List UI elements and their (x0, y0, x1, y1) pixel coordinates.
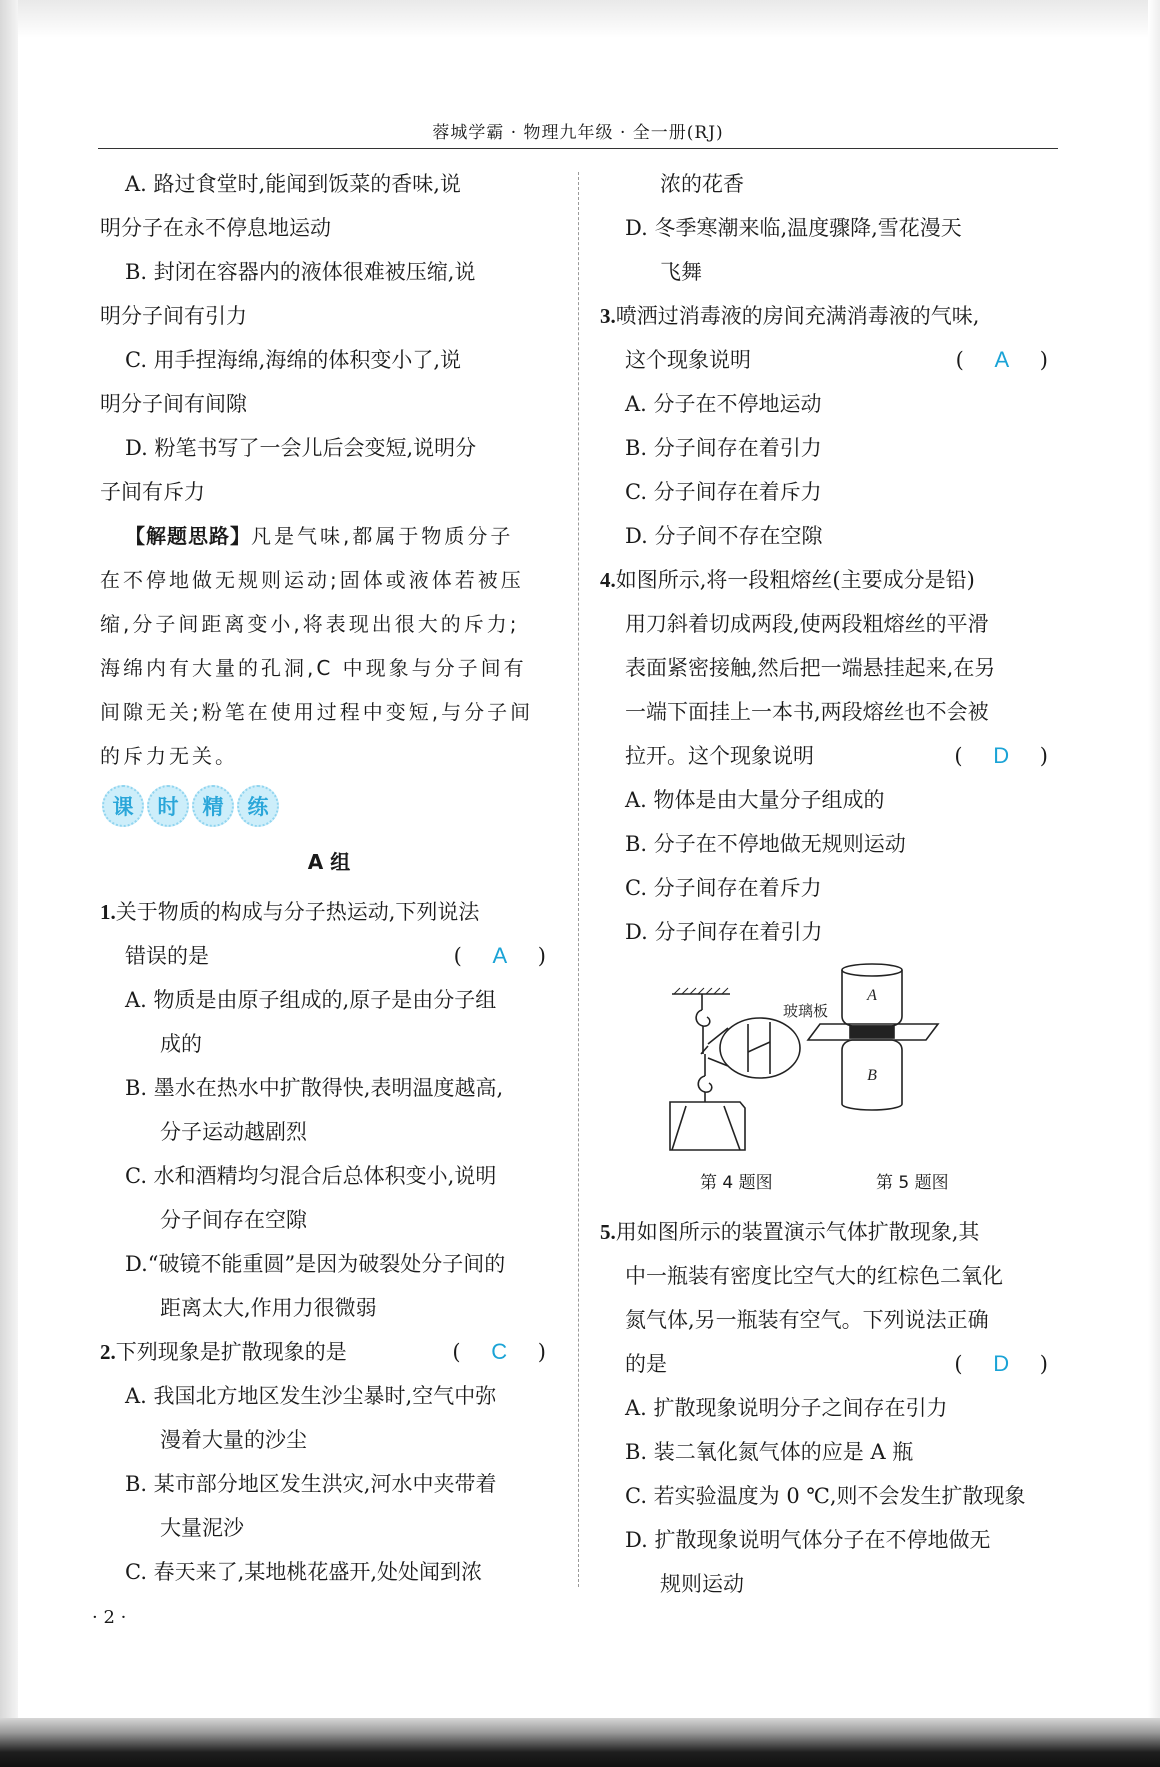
question-number: 2. (100, 1340, 116, 1364)
option-line: C. 春天来了,某地桃花盛开,处处闻到浓 (125, 1560, 483, 1584)
option-line: 分子运动越剧烈 (160, 1120, 307, 1144)
option-line: B. 装二氧化氮气体的应是 A 瓶 (625, 1440, 914, 1464)
question-stem: 中一瓶装有密度比空气大的红棕色二氧化 (625, 1264, 1003, 1288)
solution-tip-line: 在不停地做无规则运动;固体或液体若被压 (100, 568, 524, 592)
option-line: 规则运动 (660, 1572, 744, 1596)
option-line: B. 分子在不停地做无规则运动 (625, 832, 906, 856)
fig5-label-b: B (867, 1067, 877, 1084)
option-line: 漫着大量的沙尘 (160, 1428, 307, 1452)
option-line: A. 扩散现象说明分子之间存在引力 (625, 1396, 948, 1420)
question-stem: 错误的是 ( A ) (100, 934, 558, 978)
right-column (600, 162, 1060, 1606)
question-number: 1. (100, 900, 116, 924)
question-stem: 一端下面挂上一本书,两段熔丝也不会被 (625, 700, 989, 724)
section-banner (100, 778, 558, 834)
running-header: 蓉城学霸 · 物理九年级 · 全一册(RJ) (432, 123, 724, 143)
question-stem: 用刀斜着切成两段,使两段粗熔丝的平滑 (625, 612, 989, 636)
option-line: D. 分子间不存在空隙 (625, 524, 823, 548)
option-line: B. 某市部分地区发生洪灾,河水中夹带着 (125, 1472, 497, 1496)
option-line: B. 分子间存在着引力 (625, 436, 822, 460)
option-line: 明分子间有引力 (100, 304, 247, 328)
header-rule (98, 148, 1058, 149)
page-bottom-edge (0, 1718, 1160, 1767)
group-heading: A 组 (307, 850, 351, 874)
fig5-label-a: A (867, 987, 877, 1004)
option-line: D. 分子间存在着引力 (625, 920, 823, 944)
question-stem: 3.喷洒过消毒液的房间充满消毒液的气味, (600, 304, 980, 328)
option-line: A. 我国北方地区发生沙尘暴时,空气中弥 (125, 1384, 497, 1408)
answer-bracket: ( A ) (453, 943, 558, 968)
question-stem: 的是 ( D ) (600, 1342, 1060, 1386)
solution-tip-line: 缩,分子间距离变小,将表现出很大的斥力; (100, 612, 520, 636)
option-line: B. 墨水在热水中扩散得快,表明温度越高, (125, 1076, 504, 1100)
option-line: 成的 (160, 1032, 202, 1056)
question-stem: 4.如图所示,将一段粗熔丝(主要成分是铅) (600, 568, 975, 592)
solution-tip-line: 海绵内有大量的孔洞,C 中现象与分子间有 (100, 656, 527, 680)
option-line: 明分子在永不停息地运动 (100, 216, 331, 240)
option-line: B. 封闭在容器内的液体很难被压缩,说 (125, 260, 476, 284)
page-number: · 2 · (92, 1607, 127, 1628)
solution-tip-line: 间隙无关;粉笔在使用过程中变短,与分子间 (100, 700, 534, 724)
left-column (100, 162, 558, 1594)
solution-tip-line: 【解题思路】凡是气味,都属于物质分子 (125, 524, 514, 548)
option-line: 飞舞 (660, 260, 702, 284)
page-right-edge (1148, 0, 1160, 1767)
option-line: C. 分子间存在着斥力 (625, 876, 822, 900)
banner-char: 时 (147, 785, 189, 827)
answer-letter: C (491, 1339, 520, 1364)
option-line: 分子间存在空隙 (160, 1208, 307, 1232)
page-top-shadow (0, 0, 1160, 38)
option-line: 浓的花香 (660, 172, 744, 196)
option-line: A. 物体是由大量分子组成的 (625, 788, 885, 812)
question-stem: 5.用如图所示的装置演示气体扩散现象,其 (600, 1220, 980, 1244)
figure-4-caption: 第 4 题图 (700, 1173, 773, 1193)
answer-letter: A (492, 943, 520, 968)
option-line: C. 若实验温度为 0 ℃,则不会发生扩散现象 (625, 1484, 1026, 1508)
option-line: A. 物质是由原子组成的,原子是由分子组 (125, 988, 497, 1012)
solution-tip-label: 【解题思路】 (125, 524, 251, 548)
option-line: 子间有斥力 (100, 480, 205, 504)
option-line: 距离太大,作用力很微弱 (160, 1296, 377, 1320)
answer-letter: D (993, 1351, 1022, 1376)
figures-area (600, 954, 1060, 1210)
option-line: 明分子间有间隙 (100, 392, 247, 416)
solution-tip-line: 的斥力无关。 (100, 744, 238, 768)
question-stem: 拉开。这个现象说明 ( D ) (600, 734, 1060, 778)
answer-letter: A (994, 347, 1022, 372)
answer-bracket: ( D ) (954, 1351, 1060, 1376)
column-divider (578, 172, 579, 1587)
figure-4-fuse-wire-diagram (670, 988, 800, 1150)
option-line: D.“破镜不能重圆”是因为破裂处分子间的 (125, 1252, 506, 1276)
answer-letter: D (993, 743, 1022, 768)
option-line: 大量泥沙 (160, 1516, 244, 1540)
banner-char: 课 (102, 785, 144, 827)
figure-5-caption: 第 5 题图 (876, 1173, 949, 1193)
option-line: C. 分子间存在着斥力 (625, 480, 822, 504)
banner-char: 精 (192, 785, 234, 827)
answer-bracket: ( C ) (452, 1339, 558, 1364)
option-line: D. 粉笔书写了一会儿后会变短,说明分 (125, 436, 477, 460)
option-line: C. 用手捏海绵,海绵的体积变小了,说 (125, 348, 462, 372)
answer-bracket: ( A ) (955, 347, 1060, 372)
question-stem: 2.下列现象是扩散现象的是 ( C ) (100, 1330, 558, 1374)
question-stem: 这个现象说明 ( A ) (600, 338, 1060, 382)
figure-5-gas-diffusion-diagram (808, 964, 938, 1110)
fig5-label-glass: 玻璃板 (782, 1002, 828, 1020)
figures-svg (600, 954, 1060, 1210)
question-number: 5. (600, 1220, 616, 1244)
option-line: D. 冬季寒潮来临,温度骤降,雪花漫天 (625, 216, 962, 240)
option-line: D. 扩散现象说明气体分子在不停地做无 (625, 1528, 991, 1552)
page-left-shadow (0, 0, 18, 1767)
question-stem: 1.关于物质的构成与分子热运动,下列说法 (100, 900, 480, 924)
question-stem: 表面紧密接触,然后把一端悬挂起来,在另 (625, 656, 996, 680)
question-number: 4. (600, 568, 616, 592)
banner-char: 练 (237, 785, 279, 827)
option-line: A. 分子在不停地运动 (625, 392, 822, 416)
question-stem: 氮气体,另一瓶装有空气。下列说法正确 (625, 1308, 989, 1332)
option-line: C. 水和酒精均匀混合后总体积变小,说明 (125, 1164, 497, 1188)
question-number: 3. (600, 304, 616, 328)
option-line: A. 路过食堂时,能闻到饭菜的香味,说 (125, 172, 461, 196)
answer-bracket: ( D ) (954, 743, 1060, 768)
